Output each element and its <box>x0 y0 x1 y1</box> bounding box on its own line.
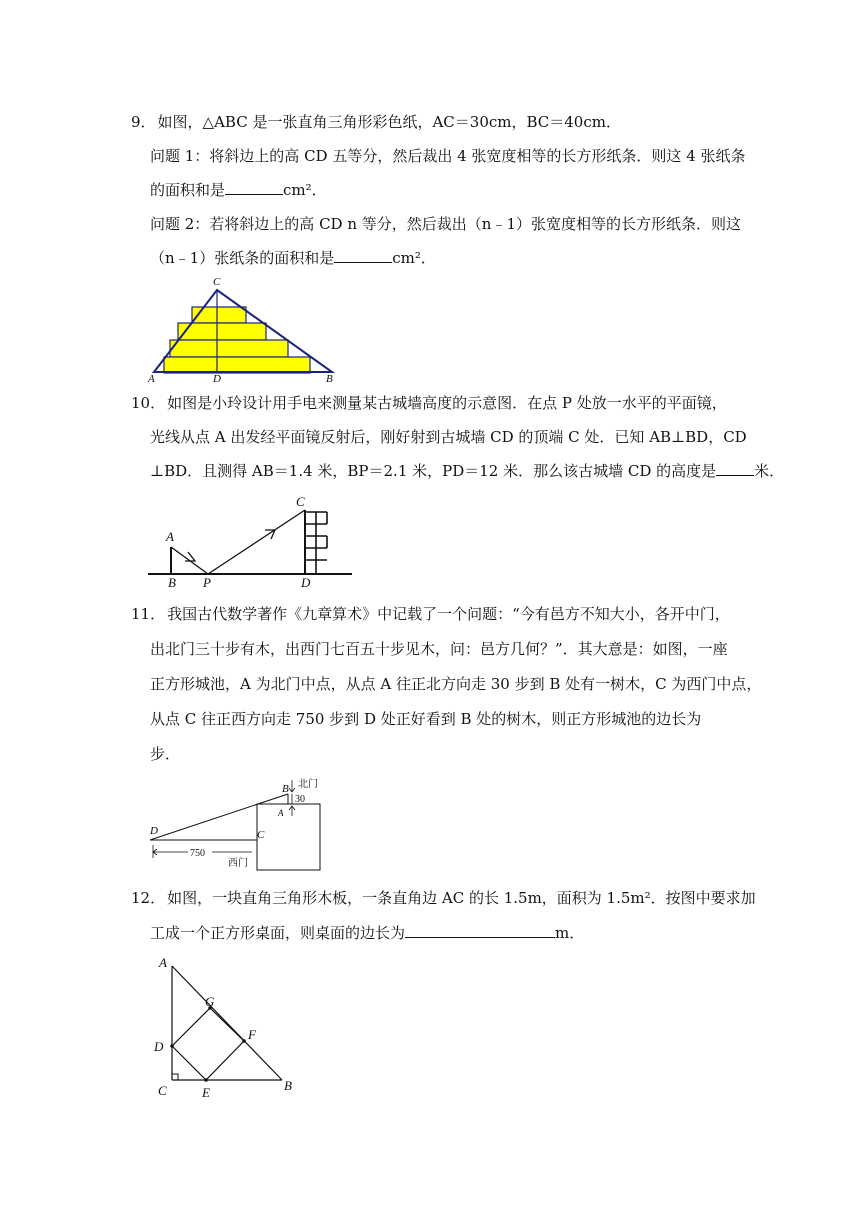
q9-text-1: 如图，△ABC 是一张直角三角形彩色纸，AC＝30cm，BC＝40cm． <box>157 113 621 131</box>
q12-triangle-figure <box>150 950 310 1100</box>
q9-strip-2 <box>178 323 266 340</box>
q11-sight-line <box>150 794 288 840</box>
q10-text-3b: 米． <box>754 462 785 480</box>
q9-label-c: C <box>213 276 221 288</box>
q10-text-1: 如图是小玲设计用手电来测量某古城墙高度的示意图．在点 P 处放一水平的平面镜， <box>167 394 727 412</box>
q11-line-3: 正方形城池，A 为北门中点，从点 A 往正北方向走 30 步到 B 处有一树木，C 为西门中点， <box>150 675 762 693</box>
q9-line-2: 问题 1：将斜边上的高 CD 五等分，然后裁出 4 张宽度相等的长方形纸条．则这 4 张纸条 <box>150 147 746 165</box>
q12-label-d: D <box>154 1039 164 1054</box>
q10-label-c: C <box>296 494 305 509</box>
q12-text-2b: m． <box>555 924 585 942</box>
q9-strip-4 <box>164 357 310 373</box>
q12-number: 12． <box>131 889 166 907</box>
q9-text-5b: cm²． <box>392 249 436 267</box>
q11-label-north-gate: 北门 <box>298 779 318 790</box>
q10-ray-pc <box>208 510 305 574</box>
q9-number: 9． <box>131 113 156 131</box>
q12-label-g: G <box>205 994 215 1009</box>
q9-text-5a: （n﹣1）张纸条的面积和是 <box>150 249 335 267</box>
q9-strip-3 <box>170 340 288 357</box>
q10-line-1 <box>131 393 727 413</box>
q12-label-b: B <box>284 1078 292 1093</box>
q10-label-a: A <box>166 529 174 544</box>
q9-label-d: D <box>213 373 221 385</box>
q11-number: 11． <box>131 605 166 623</box>
q10-label-p: P <box>203 575 211 590</box>
q9-line-1 <box>131 112 621 132</box>
q12-label-c: C <box>158 1083 167 1098</box>
q11-line-2: 出北门三十步有木，出西门七百五十步见木，问：邑方几何？”．其大意是：如图，一座 <box>150 640 728 658</box>
q9-text-3a: 的面积和是 <box>150 181 226 199</box>
q11-text-1: 我国古代数学著作《九章算术》中记载了一个问题：“今有邑方不知大小，各开中门， <box>167 605 730 623</box>
q12-label-e: E <box>202 1085 210 1100</box>
q11-label-c: C <box>257 829 265 841</box>
q10-arrow-1 <box>185 552 195 561</box>
q11-label-a: A <box>278 808 284 818</box>
q12-text-2a: 工成一个正方形桌面，则桌面的边长为 <box>150 924 406 942</box>
q10-line-2: 光线从点 A 出发经平面镜反射后，刚好射到古城墙 CD 的顶端 C 处．已知 AB⊥BD，CD <box>150 428 747 446</box>
q11-line-4: 从点 C 往正西方向走 750 步到 D 处正好看到 B 处的树木，则正方形城池的边长为 <box>150 710 702 728</box>
q11-square-city <box>257 804 320 870</box>
q11-label-west-gate: 西门 <box>228 858 248 869</box>
q12-answer-blank[interactable] <box>405 923 555 938</box>
q9-line-3 <box>150 180 327 200</box>
q9-answer-blank-2[interactable] <box>334 248 392 263</box>
q12-label-a: A <box>159 955 167 970</box>
q12-text-1: 如图，一块直角三角形木板，一条直角边 AC 的长 1.5m，面积为 1.5m²．按图中要求加 <box>167 889 756 907</box>
q10-number: 10． <box>131 394 166 412</box>
q10-label-d: D <box>301 575 311 590</box>
q9-strip-1 <box>192 307 246 323</box>
q9-line-5 <box>150 248 436 268</box>
q12-line-1 <box>131 888 756 908</box>
q9-line-4: 问题 2：若将斜边上的高 CD n 等分，然后裁出（n﹣1）张宽度相等的长方形纸条．则这 <box>150 215 741 233</box>
q9-text-3b: cm²． <box>283 181 327 199</box>
q9-triangle-figure <box>140 272 350 388</box>
q10-text-3: ⊥BD．且测得 AB＝1.4 米，BP＝2.1 米，PD＝12 米．那么该古城墙 CD 的高度是 <box>150 462 717 480</box>
q10-line-3 <box>150 461 784 481</box>
q10-answer-blank[interactable] <box>716 461 754 476</box>
q9-answer-blank-1[interactable] <box>225 180 283 195</box>
q12-line-2 <box>150 923 584 943</box>
q11-label-b: B <box>282 783 289 795</box>
q11-label-d: D <box>150 825 158 837</box>
q12-square-defg <box>172 1008 244 1080</box>
q11-label-30: 30 <box>295 794 305 805</box>
q12-label-f: F <box>248 1027 256 1042</box>
q11-city-figure <box>140 770 350 875</box>
q12-right-angle-mark <box>172 1074 178 1080</box>
q11-label-750: 750 <box>190 848 205 859</box>
q11-line-5: 步． <box>150 745 181 763</box>
q10-label-b: B <box>168 575 176 590</box>
q9-label-a: A <box>148 373 155 385</box>
q10-mirror-figure <box>140 490 360 590</box>
q11-line-1 <box>131 604 730 624</box>
q10-wall-bricks <box>305 512 327 574</box>
q9-label-b: B <box>326 373 333 385</box>
